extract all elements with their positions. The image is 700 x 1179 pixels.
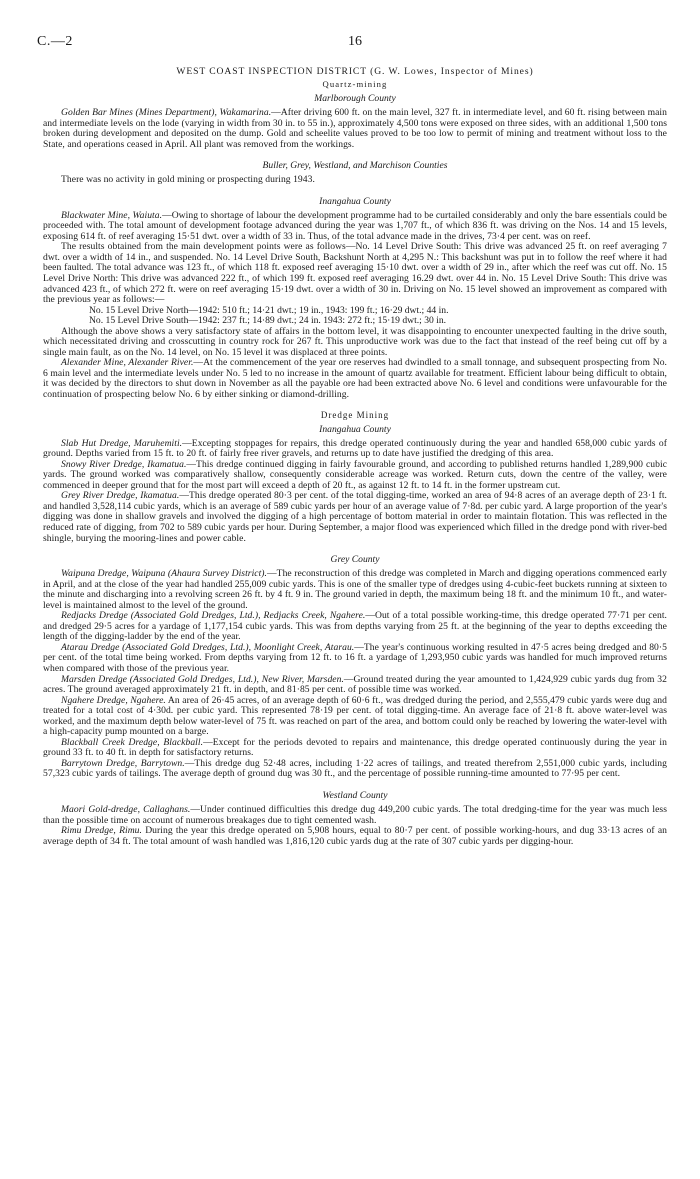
- rimu-lead: Rimu Dredge, Rimu.: [61, 825, 142, 837]
- marsden-lead: Marsden Dredge (Associated Gold Dredges, Ltd.), New River, Marsden.: [61, 673, 344, 685]
- ngahere-lead: Ngahere Dredge, Ngahere.: [61, 694, 166, 706]
- golden-bar-paragraph: [43, 108, 667, 150]
- slab-hut-body: —Excepting stoppages for repairs, this dredge operated continuously during the year and handled 658,000 cubic yards of ground. Depths varied from 15 ft. to 20 ft. of fairly free river gravels, and returns up to date have justified the dredging of this area.: [43, 437, 667, 460]
- buller-paragraph: There was no activity in gold mining or prospecting during 1943.: [61, 174, 315, 186]
- marsden-body: —Ground treated during the year amounted to 1,424,929 cubic yards dug from 32 acres. The ground averaged approximately 21 ft. in depth, and 81·85 per cent. of possible time was worked.: [43, 673, 667, 696]
- blackwater-lead: Blackwater Mine, Waiuta.: [61, 209, 163, 221]
- page-ref: C.—2: [37, 34, 73, 49]
- buller-heading: Buller, Grey, Westland, and Marchison Counties: [262, 160, 448, 172]
- maori-dredge-body: —Under continued difficulties this dredge dug 449,200 cubic yards. The total dredging-time for the year was much less than the possible time on account of numerous breakages due to tight cemented wash.: [43, 803, 667, 826]
- dredge-mining-heading: Dredge Mining: [320, 409, 390, 420]
- rimu-body: During the year this dredge operated on 5,908 hours, equal to 80·7 per cent. of possible working-hours, and dug 33·13 acres of an average depth of 34 ft. The total amount of wash handled was 1,816,120 cubic yards dug at the rate of 307 cubic yards per digging-hour.: [43, 825, 667, 847]
- waipuna-body: —The reconstruction of this dredge was completed in March and digging operations commenced early in April, and at the close of the year had handled 255,009 cubic yards. This is one of the smaller type of dredges using 4-cubic-feet buckets running at sixteen to the minute and discharging into a revolving screen 26 ft. by 4 ft. 9 in. The ground varied in depth, the maximum being 18 ft. and the minimum 10 ft., and water-level is maintained almost to the level of the ground.: [43, 568, 667, 611]
- inangahua-dredge-heading: Inangahua County: [319, 423, 391, 435]
- district-title: WEST COAST INSPECTION DISTRICT (G. W. Lowes, Inspector of Mines): [176, 66, 534, 77]
- snowy-river-lead: Snowy River Dredge, Ikamatua.: [61, 458, 187, 470]
- atarau-lead: Atarau Dredge (Associated Gold Dredges, Ltd.), Moonlight Creek, Atarau.: [61, 641, 355, 653]
- blackball-body: —Except for the periods devoted to repairs and maintenance, this dredge operated continuously during the year in ground 33 ft. to 40 ft. in depth for satisfactory returns.: [43, 736, 667, 759]
- snowy-river-paragraph: [43, 460, 667, 492]
- redjacks-body: —Out of a total possible working-time, this dredge operated 77·71 per cent. and dredged 29·5 acres for a yardage of 1,177,154 cubic yards. This was from depths varying from 25 ft. at the beginning of the year to depths exceeding the length of the digging-ladder by the end of the year.: [43, 610, 667, 643]
- atarau-paragraph: [43, 643, 667, 675]
- development-results-paragraph: The results obtained from the main development points were as follows—No. 14 Level Drive South: This drive was advanced 25 ft. on reef averaging 7 dwt. over a width of 14 in., and suspended. No. 14 Level Drive South, Backshunt North at 4,295 N.: This backshunt was put in to follow the reef where it had been faulted. The total advance was 123 ft., of which 118 ft. exposed reef averaging 15·10 dwt. over a width of 29 in., after which the reef was cut off. No. 15 Level Drive North: This drive was advanced 222 ft., of which 199 ft. exposed reef averaging 16.29 dwt. over 44 in. No. 15 Level Drive South: This drive was advanced 423 ft., of which 272 ft. were on reef averaging 15·19 dwt. over a width of 30 in. Driving on No. 15 level showed an improvement as compared with the previous year as follows:—: [43, 241, 667, 306]
- faulting-paragraph: Although the above shows a very satisfactory state of affairs in the bottom level, it was disappointing to encounter unexpected faulting in the drive south, which necessitated driving and crosscutting in country rock for 267 ft. This unproductive work was due to the fact that instead of the reef being cut off by a single main fault, as on the No. 14 level, on No. 15 level it was displaced at three points.: [43, 325, 667, 358]
- inangahua-quartz-heading: Inangahua County: [319, 195, 391, 207]
- atarau-body: —The year's continuous working resulted in 47·5 acres being dredged and 80·5 per cent. of the total time being worked. From depths varying from 12 ft. to 16 ft. a yardage of 1,293,950 cubic yards was handled for much improved returns when compared with those of the previous year.: [43, 641, 667, 674]
- waipuna-paragraph: [43, 569, 667, 611]
- maori-dredge-paragraph: [43, 805, 667, 826]
- golden-bar-lead: Golden Bar Mines (Mines Department), Wakamarina.: [61, 107, 272, 118]
- page-header: [37, 34, 667, 52]
- barrytown-paragraph: [43, 759, 667, 780]
- snowy-river-body: —This dredge continued digging in fairly favourable ground, and according to published returns handled 1,289,900 cubic yards. The ground worked was comparatively shallow, consequently considerable acreage was worked. Return cuts, down the centre of the valley, were commenced in deeper ground that for the most part will exceed a depth of 20 ft., as against 12 ft. to 14 ft. in the former upstream cut.: [43, 458, 667, 491]
- blackball-paragraph: [43, 738, 667, 759]
- quartz-mining-heading: Quartz-mining: [322, 79, 388, 89]
- alexander-paragraph: [43, 358, 667, 400]
- marlborough-heading: Marlborough County: [314, 93, 396, 104]
- redjacks-lead: Redjacks Dredge (Associated Gold Dredges, Ltd.), Redjacks Creek, Ngahere.: [61, 610, 366, 622]
- westland-heading: Westland County: [322, 789, 388, 801]
- grey-county-heading: Grey County: [330, 554, 380, 566]
- alexander-lead: Alexander Mine, Alexander River.: [61, 357, 194, 369]
- ngahere-paragraph: [43, 696, 667, 738]
- blackwater-body: —Owing to shortage of labour the development programme had to be curtailed considerably and only the bare essentials could be proceeded with. The total amount of development footage advanced during the year was 1,707 ft., of which 836 ft. was driving on the Nos. 14 and 15 levels, exposing 614 ft. of reef averaging 15·51 dwt. over a width of 33 in. Thus, of the total advance made in the drives, 73·4 per cent. was on reef.: [43, 209, 667, 242]
- slab-hut-paragraph: [43, 439, 667, 460]
- page-number: 16: [348, 34, 362, 49]
- barrytown-lead: Barrytown Dredge, Barrytown.: [61, 757, 185, 769]
- drive-north-row: No. 15 Level Drive North—1942: 510 ft.; 14·21 dwt.; 19 in., 1943: 199 ft.; 16·29 dwt.; 44 in.: [89, 304, 449, 316]
- blackball-lead: Blackball Creek Dredge, Blackball.: [61, 736, 204, 748]
- maori-dredge-lead: Maori Gold-dredge, Callaghans.: [61, 803, 191, 815]
- grey-river-paragraph: [43, 491, 667, 544]
- ngahere-body: An area of 26·45 acres, of an average depth of 60·6 ft., was dredged during the period, and 2,555,479 cubic yards were dug and treated for a total cost of 4·30d. per cubic yard. This represented 78·19 per cent. of total digging-time. An average face of 21·8 ft. above water-level was worked, and the maximum depth below water-level of 75 ft. was reached on part of the area, and bottom could only be reached by lowering the water-level with a high-capacity pump mounted on a barge.: [43, 694, 667, 738]
- rimu-paragraph: [43, 826, 667, 847]
- marsden-paragraph: [43, 675, 667, 696]
- blackwater-paragraph: [43, 211, 667, 243]
- grey-river-lead: Grey River Dredge, Ikamatua.: [61, 490, 180, 502]
- document-page: [37, 34, 667, 847]
- alexander-body: —At the commencement of the year ore reserves had dwindled to a small tonnage, and subsequent prospecting from No. 6 main level and the intermediate levels under No. 5 led to no increase in the amount of quartz available for treatment. Efficient labour being difficult to obtain, it was decided by the directors to shut down in November as all the payable ore had been extracted above No. 6 level and conditions were unfavourable for the continuation of prospecting below No. 6 by either sinking or diamond-drilling.: [43, 357, 667, 401]
- grey-river-body: —This dredge operated 80·3 per cent. of the total digging-time, worked an area of 94·8 acres of an average depth of 23·1 ft. and handled 3,528,114 cubic yards, which is an average of 589 cubic yards per hour of an average value of 7·8d. per cubic yard. A large proportion of the year's digging was done in shallow gravels and involved the digging of a high percentage of bottom material in order to maintain flotation. This was reflected in the reduced rate of digging, from 702 to 589 cubic yards per hour. During September, a major flood was experienced which filled in the dredge pond with river-bed shingle, burying the mooring-lines and power cable.: [43, 490, 667, 544]
- drive-south-row: No. 15 Level Drive South—1942: 237 ft.; 14·89 dwt.; 24 in. 1943: 272 ft.; 15·19 dwt.; 30 in.: [89, 315, 447, 327]
- barrytown-body: —This dredge dug 52·48 acres, including 1·22 acres of tailings, and treated therefrom 2,551,000 cubic yards, including 57,323 cubic yards of tailings. The average depth of ground dug was 30 ft., and the percentage of possible running-time amounted to 77·95 per cent.: [43, 757, 667, 780]
- golden-bar-body: —After driving 600 ft. on the main level, 327 ft. in intermediate level, and 60 ft. rising between main and intermediate levels on the lode (varying in width from 30 in. to 55 in.), approximately 4,500 tons were exposed on three sides, with an additional 1,500 tons broken during development and deposited on the dump. Gold and scheelite values proved to be too low to permit of mining and treatment without loss to the State, and operations ceased in April. All plant was removed from the workings.: [43, 107, 667, 150]
- redjacks-paragraph: [43, 611, 667, 643]
- waipuna-lead: Waipuna Dredge, Waipuna (Ahaura Survey District).: [61, 568, 268, 580]
- slab-hut-lead: Slab Hut Dredge, Maruhemiti.: [61, 437, 183, 449]
